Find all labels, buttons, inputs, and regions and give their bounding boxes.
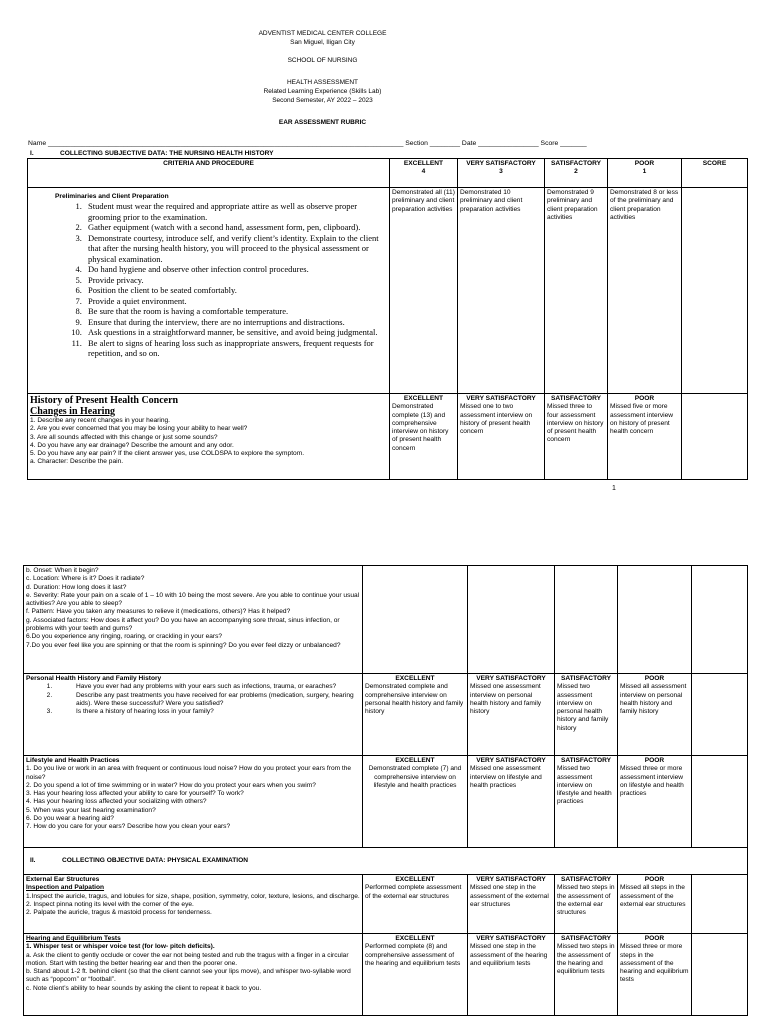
prelim-step: 3. Demonstrate courtesy, introduce self, and verify client’s identity. Explain to the client that after the nursing health history, you will proceed to the physical assessment or physical examination. <box>84 233 387 265</box>
hpc-cont-item: e. Severity: Rate your pain on a scale of 1 – 10 with 10 being the most severe. Are you able to continue your usual activities? Are you able to sleep? <box>26 591 360 608</box>
rle-label: Related Learning Experience (Skills Lab) <box>263 88 382 95</box>
empty-cell <box>363 566 468 674</box>
hearing-item: a. Ask the client to gently occlude or cover the ear not being tested and rub the tragus with a finger in a circular motion. Start with testing the better hearing ear and then the poorer one. <box>26 951 349 967</box>
hpc-cont-item: d. Duration: How long does it last? <box>26 583 127 591</box>
column-header-row <box>28 159 748 188</box>
poor-header: POOR 1 <box>608 159 682 188</box>
lifestyle-very-satisfactory: VERY SATISFACTORY Missed one assessment interview on lifestyle and health practices <box>468 756 555 848</box>
hpc-item: 2. Are you ever concerned that you may be losing your ability to hear well? <box>30 425 248 433</box>
empty-cell <box>555 566 618 674</box>
lifestyle-item: 6. Do you wear a hearing aid? <box>26 815 114 823</box>
external-criteria <box>24 875 363 934</box>
lifestyle-satisfactory: SATISFACTORY Missed two assessment interview on lifestyle and health practices <box>555 756 618 848</box>
hearing-item: c. Note client’s ability to hear sounds by asking the client to repeat it back to you. <box>26 984 262 992</box>
hearing-satisfactory: SATISFACTORY Missed two steps in the assessment of the hearing and equilibrium tests <box>555 934 618 1016</box>
prelim-criteria <box>28 188 390 394</box>
prelim-step: 8. Be sure that the room is having a comfortable temperature. <box>84 306 387 317</box>
prelim-row <box>28 188 748 394</box>
hpc-cont-item: c. Location: Where is it? Does it radiate? <box>26 575 145 583</box>
name-section-date-score-line: Name ______________________________________________________________________________________________ Section ________ Date ________________ Score _______ <box>28 140 587 147</box>
hpc-cont-item: b. Onset: When it begin? <box>26 567 99 574</box>
hearing-score <box>692 934 748 1016</box>
external-score <box>692 875 748 934</box>
lifestyle-item: 7. How do you care for your ears? Describe how you clean your ears? <box>26 823 231 831</box>
score-header: SCORE <box>682 159 748 188</box>
hpc-poor: POOR Missed five or more assessment interview on history of present health concern <box>608 394 682 480</box>
external-title: External Ear Structures <box>26 876 100 883</box>
personal-satisfactory: SATISFACTORY Missed two assessment interview on personal health history and family history <box>555 674 618 756</box>
hearing-poor: POOR Missed three or more steps in the assessment of the hearing and equilibrium tests <box>618 934 692 1016</box>
college-location: San Miguel, Iligan City <box>290 39 355 46</box>
school-name: SCHOOL OF NURSING <box>287 57 358 64</box>
prelim-step: 4. Do hand hygiene and observe other infection control procedures. <box>84 264 387 275</box>
external-item: 2. Inspect pinna noting its level with the corner of the eye. <box>26 900 194 908</box>
hpc-cont-item: 6.Do you experience any ringing, roaring, or crackling in your ears? <box>26 633 223 641</box>
prelim-step: 9. Ensure that during the interview, there are no interruptions and distractions. <box>84 317 387 328</box>
personal-poor: POOR Missed all assessment interview on personal health history and family history <box>618 674 692 756</box>
hpc-row <box>28 394 748 480</box>
lifestyle-item: 4. Has your hearing loss affected your socializing with others? <box>26 798 207 806</box>
lifestyle-title: Lifestyle and Health Practices <box>26 757 120 764</box>
rubric-table-page1 <box>27 158 748 480</box>
lifestyle-criteria <box>24 756 363 848</box>
hpc-cont-item: 7.Do you ever feel like you are spinning or that the room is spinning? Do you ever feel dizzy or unbalanced? <box>26 641 341 649</box>
hpc-item: 4. Do you have any ear drainage? Describe the amount and any odor. <box>30 441 234 449</box>
lifestyle-excellent: EXCELLENT Demonstrated complete (7) and comprehensive interview on lifestyle and health practices <box>363 756 468 848</box>
lifestyle-score <box>692 756 748 848</box>
hearing-criteria <box>24 934 363 1016</box>
personal-excellent: EXCELLENT Demonstrated complete and comprehensive interview on personal health history and family history <box>363 674 468 756</box>
lifestyle-item: 2. Do you spend a lot of time swimming or in water? How do you protect your ears when you swim? <box>26 781 316 789</box>
external-item: 1.Inspect the auricle, tragus, and lobules for size, shape, position, symmetry, color, texture, lesions, and discharge. <box>26 892 360 900</box>
hpc-item: 1. Describe any recent changes in your hearing. <box>30 417 171 424</box>
external-row <box>24 875 748 934</box>
lifestyle-item: 1. Do you live or work in an area with frequent or continuous loud noise? How do you protect your ears from the noise? <box>26 765 352 781</box>
prelim-steps <box>30 201 387 359</box>
personal-title: Personal Health History and Family History <box>26 675 162 682</box>
external-subtitle: Inspection and Palpation <box>26 884 105 892</box>
prelim-title: Preliminaries and Client Preparation <box>55 193 169 200</box>
hpc-satisfactory: SATISFACTORY Missed three to four assessment interview on history of present health concern <box>545 394 608 480</box>
external-excellent: EXCELLENT Performed complete assessment of the external ear structures <box>363 875 468 934</box>
hpc-cont-item: f. Pattern: Have you taken any measures to relieve it (medications, others)? Has it helped? <box>26 608 291 616</box>
section-ii-title: COLLECTING OBJECTIVE DATA: PHYSICAL EXAMINATION <box>62 856 248 864</box>
prelim-step: 10. Ask questions in a straightforward manner, be sensitive, and avoid being judgmental. <box>84 327 387 338</box>
hearing-very-satisfactory: VERY SATISFACTORY Missed one step in the assessment of the hearing and equilibrium tests <box>468 934 555 1016</box>
prelim-step: 2. Gather equipment (watch with a second hand, assessment form, pen, clipboard). <box>84 222 387 233</box>
satisfactory-header: SATISFACTORY 2 <box>545 159 608 188</box>
section-i-numeral: I. <box>30 150 34 157</box>
hpc-title: History of Present Health Concern <box>30 395 179 406</box>
hpc-subtitle: Changes in Hearing <box>30 406 116 417</box>
prelim-score <box>682 188 748 394</box>
personal-score <box>692 674 748 756</box>
hearing-title: Hearing and Equilibrium Tests <box>26 935 121 942</box>
hpc-item: a. Character: Describe the pain. <box>30 458 124 466</box>
prelim-step: 7. Provide a quiet environment. <box>84 296 387 307</box>
empty-cell <box>692 566 748 674</box>
personal-item: 2. Describe any past treatments you have received for ear problems (medication, surgery, hearing aids). Were these successful? Were you satisfied? <box>54 692 360 709</box>
prelim-poor: Demonstrated 8 or less of the preliminary and client preparation activities <box>608 188 682 394</box>
very-satisfactory-header: VERY SATISFACTORY 3 <box>458 159 545 188</box>
prelim-satisfactory: Demonstrated 9 preliminary and client preparation activities <box>545 188 608 394</box>
prelim-step: 6. Position the client to be seated comfortably. <box>84 285 387 296</box>
course-name: HEALTH ASSESSMENT <box>286 79 359 86</box>
personal-criteria <box>24 674 363 756</box>
hpc-item: 5. Do you have any ear pain? If the client answer yes, use COLDSPA to explore the symptom. <box>30 450 305 458</box>
external-satisfactory: SATISFACTORY Missed two steps in the assessment of the external ear structures <box>555 875 618 934</box>
hearing-excellent: EXCELLENT Performed complete (8) and comprehensive assessment of the hearing and equilibrium tests <box>363 934 468 1016</box>
hpc-score <box>682 394 748 480</box>
prelim-excellent: Demonstrated all (11) preliminary and client preparation activities <box>390 188 458 394</box>
rubric-title: EAR ASSESSMENT RUBRIC <box>278 119 367 126</box>
external-poor: POOR Missed all steps in the assessment of the external ear structures <box>618 875 692 934</box>
section-ii-numeral: II. <box>30 856 36 864</box>
empty-cell <box>618 566 692 674</box>
section-ii-header <box>24 848 748 875</box>
lifestyle-item: 3. Has your hearing loss affected your ability to care for yourself? To work? <box>26 790 244 798</box>
hpc-continued-row <box>24 566 748 674</box>
personal-item: 1. Have you ever had any problems with your ears such as infections, trauma, or earaches? <box>54 683 360 691</box>
lifestyle-poor: POOR Missed three or more assessment interview on lifestyle and health practices <box>618 756 692 848</box>
criteria-header: CRITERIA AND PROCEDURE <box>28 159 390 188</box>
excellent-header: EXCELLENT 4 <box>390 159 458 188</box>
empty-cell <box>468 566 555 674</box>
prelim-step: 11. Be alert to signs of hearing loss such as inappropriate answers, frequent requests for repetition, and so on. <box>84 338 387 359</box>
personal-item: 3. Is there a history of hearing loss in your family? <box>54 708 360 716</box>
section-ii-row <box>24 848 748 875</box>
lifestyle-item: 5. When was your last hearing examination? <box>26 806 156 814</box>
external-item: 2. Palpate the auricle, tragus & mastoid process for tenderness. <box>26 909 212 917</box>
prelim-step: 1. Student must wear the required and appropriate attire as well as observe proper grooming prior to the examination. <box>84 201 387 222</box>
hearing-subtitle: 1. Whisper test or whisper voice test (for low- pitch deficits). <box>26 943 215 951</box>
hpc-excellent: EXCELLENT Demonstrated complete (13) and comprehensive interview on history of present health concern <box>390 394 458 480</box>
hpc-criteria <box>28 394 390 480</box>
section-i-title: COLLECTING SUBJECTIVE DATA: THE NURSING HEALTH HISTORY <box>60 150 274 157</box>
page-number-1: 1 <box>612 485 616 492</box>
external-very-satisfactory: VERY SATISFACTORY Missed one step in the assessment of the external ear structures <box>468 875 555 934</box>
personal-items <box>26 683 360 716</box>
prelim-step: 5. Provide privacy. <box>84 275 387 286</box>
hearing-row <box>24 934 748 1016</box>
hpc-very-satisfactory: VERY SATISFACTORY Missed one to two assessment interview on history of present health concern <box>458 394 545 480</box>
hpc-item: 3. Are all sounds affected with this change or just some sounds? <box>30 433 218 441</box>
prelim-very-satisfactory: Demonstrated 10 preliminary and client preparation activities <box>458 188 545 394</box>
personal-very-satisfactory: VERY SATISFACTORY Missed one assessment interview on personal health history and family history <box>468 674 555 756</box>
semester-label: Second Semester, AY 2022 – 2023 <box>272 97 373 104</box>
hpc-continued-criteria <box>24 566 363 674</box>
college-name: ADVENTIST MEDICAL CENTER COLLEGE <box>258 30 387 37</box>
hpc-cont-item: g. Associated factors: How does it affect you? Do you have an accompanying sore throat, sinus infection, or problems with your teeth and gums? <box>26 616 340 633</box>
personal-row <box>24 674 748 756</box>
hearing-item: b. Stand about 1-2 ft. behind client (so that the client cannot see your lips move), and whisper two-syllable word such as “popcorn” or “football”. <box>26 968 351 984</box>
lifestyle-row <box>24 756 748 848</box>
rubric-table-page2 <box>23 565 748 1016</box>
